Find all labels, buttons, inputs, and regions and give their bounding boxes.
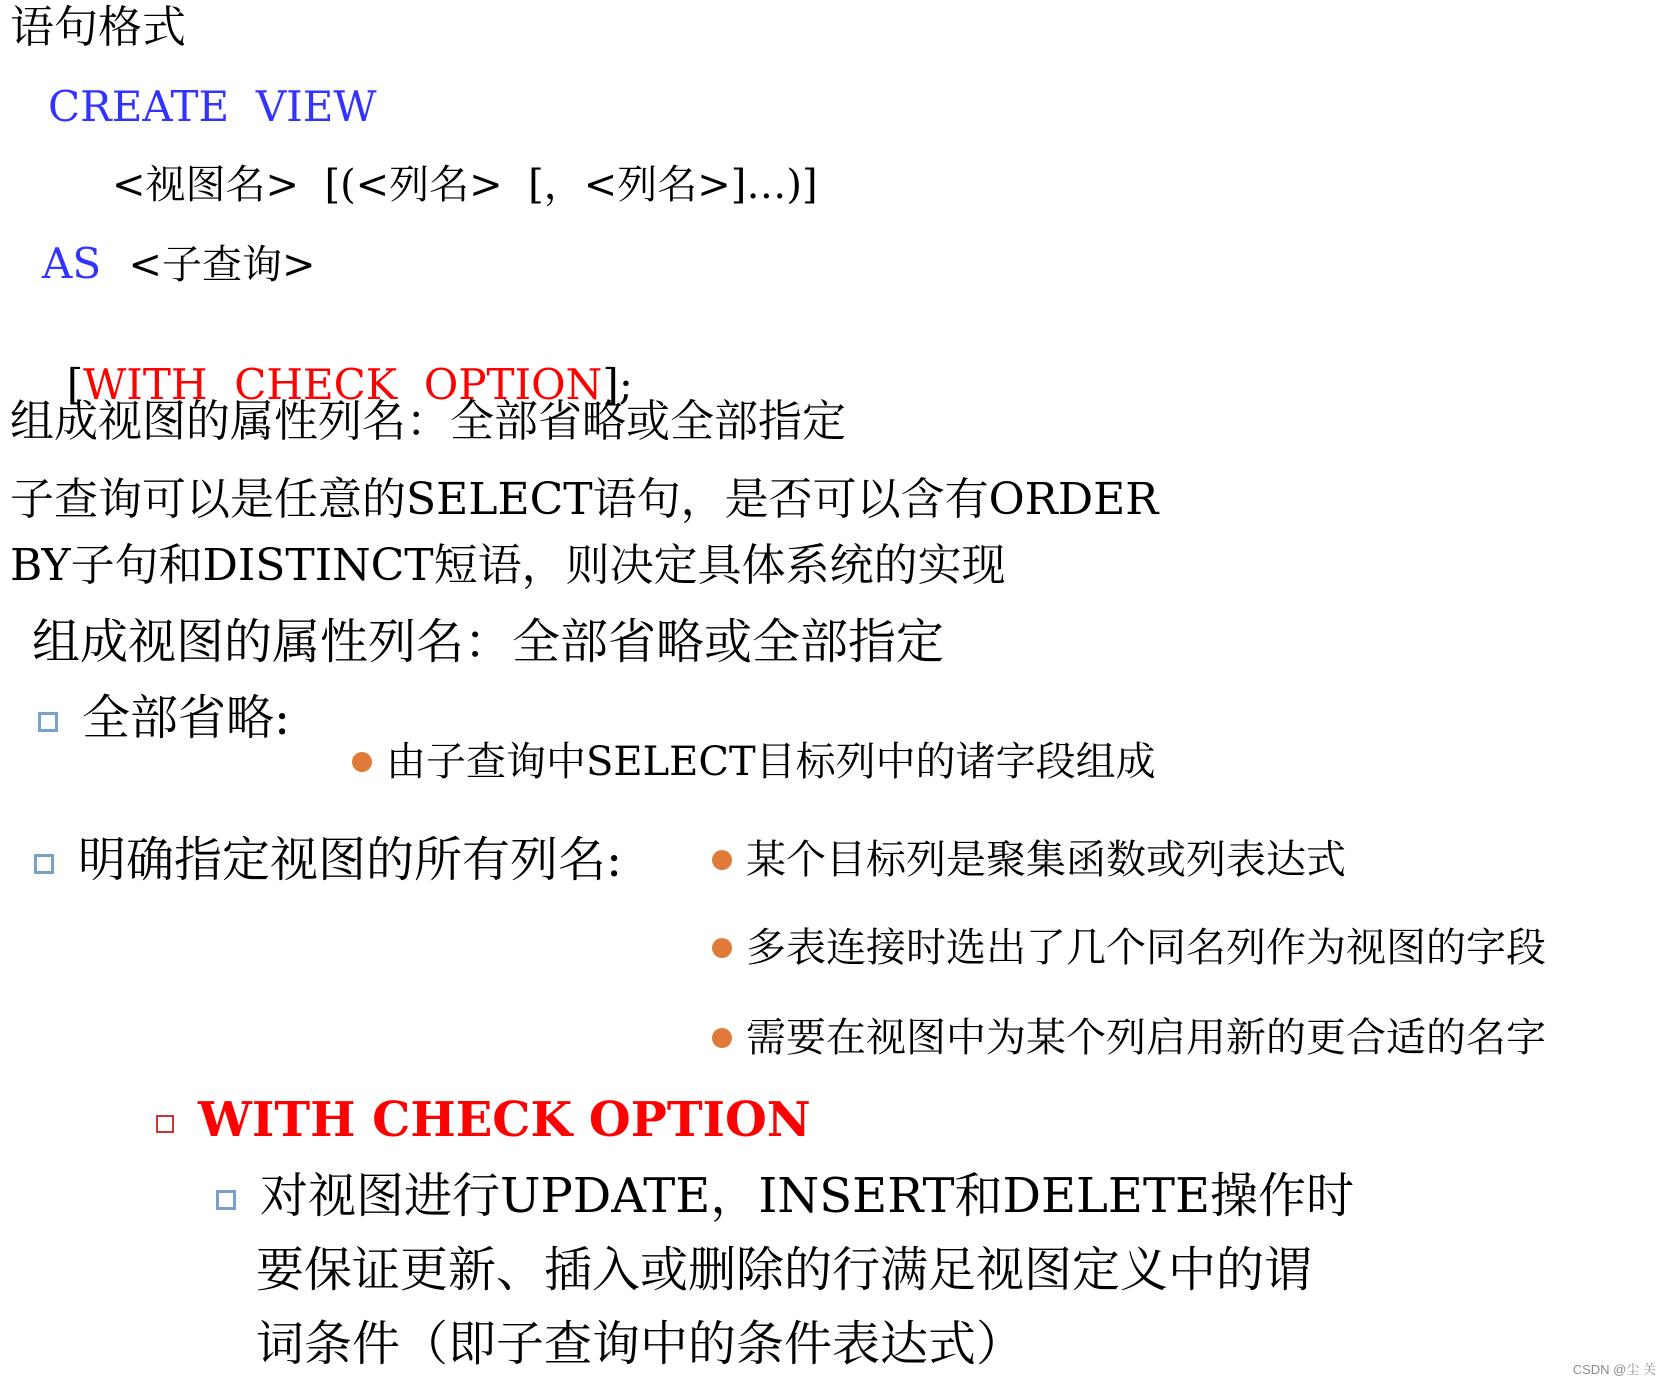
view-name-line: <视图名> [(<列名> [，<列名>]…)] — [112, 162, 818, 208]
specify-bullet-1 — [712, 837, 1346, 883]
square-bullet-icon — [38, 712, 58, 732]
with-check-option-line — [40, 322, 633, 409]
specify-bullet-3 — [712, 1015, 1546, 1061]
wco-title-line — [156, 1092, 811, 1148]
bracket-close: ]; — [602, 360, 633, 409]
note-subquery-line1: 子查询可以是任意的SELECT语句，是否可以含有ORDER — [10, 474, 1159, 525]
orange-dot-icon — [712, 1028, 732, 1048]
omit-all-item — [38, 690, 291, 746]
specify-bullet-text: 多表连接时选出了几个同名列作为视图的字段 — [746, 925, 1546, 971]
as-keyword: AS — [42, 239, 102, 288]
wco-desc-line2: 要保证更新、插入或删除的行满足视图定义中的谓 — [256, 1242, 1313, 1298]
specify-bullet-2 — [712, 925, 1546, 971]
specify-bullet-text: 某个目标列是聚集函数或列表达式 — [746, 837, 1346, 883]
wco-title: WITH CHECK OPTION — [198, 1092, 811, 1148]
orange-dot-icon — [352, 752, 372, 772]
specify-all-label: 明确指定视图的所有列名: — [78, 832, 623, 888]
as-line — [42, 239, 316, 288]
watermark: CSDN @尘 关 — [1572, 1362, 1656, 1377]
square-bullet-icon — [216, 1190, 236, 1210]
with-check-option-keyword: WITH CHECK OPTION — [83, 360, 603, 409]
omit-all-bullet: 由子查询中SELECT目标列中的诸字段组成 — [386, 739, 1156, 785]
wco-desc-line1 — [216, 1168, 1355, 1224]
orange-dot-icon — [712, 938, 732, 958]
section-title: 组成视图的属性列名：全部省略或全部指定 — [32, 614, 945, 670]
wco-desc-text: 对视图进行UPDATE，INSERT和DELETE操作时 — [260, 1168, 1355, 1224]
orange-dot-icon — [712, 850, 732, 870]
create-view-keyword: CREATE VIEW — [48, 82, 377, 131]
note-subquery-line2: BY子句和DISTINCT短语，则决定具体系统的实现 — [10, 540, 1006, 591]
omit-all-label: 全部省略: — [82, 690, 291, 746]
wco-desc-line3: 词条件（即子查询中的条件表达式） — [256, 1316, 1025, 1372]
bracket-open: [ — [66, 360, 84, 409]
subquery-placeholder: <子查询> — [128, 242, 316, 288]
omit-all-detail — [352, 739, 1156, 785]
heading: 语句格式 — [10, 2, 186, 53]
note-column-names: 组成视图的属性列名：全部省略或全部指定 — [10, 396, 846, 447]
specify-all-item — [34, 832, 623, 888]
specify-bullet-text: 需要在视图中为某个列启用新的更合适的名字 — [746, 1015, 1546, 1061]
square-bullet-icon — [34, 854, 54, 874]
square-bullet-icon — [156, 1115, 174, 1133]
